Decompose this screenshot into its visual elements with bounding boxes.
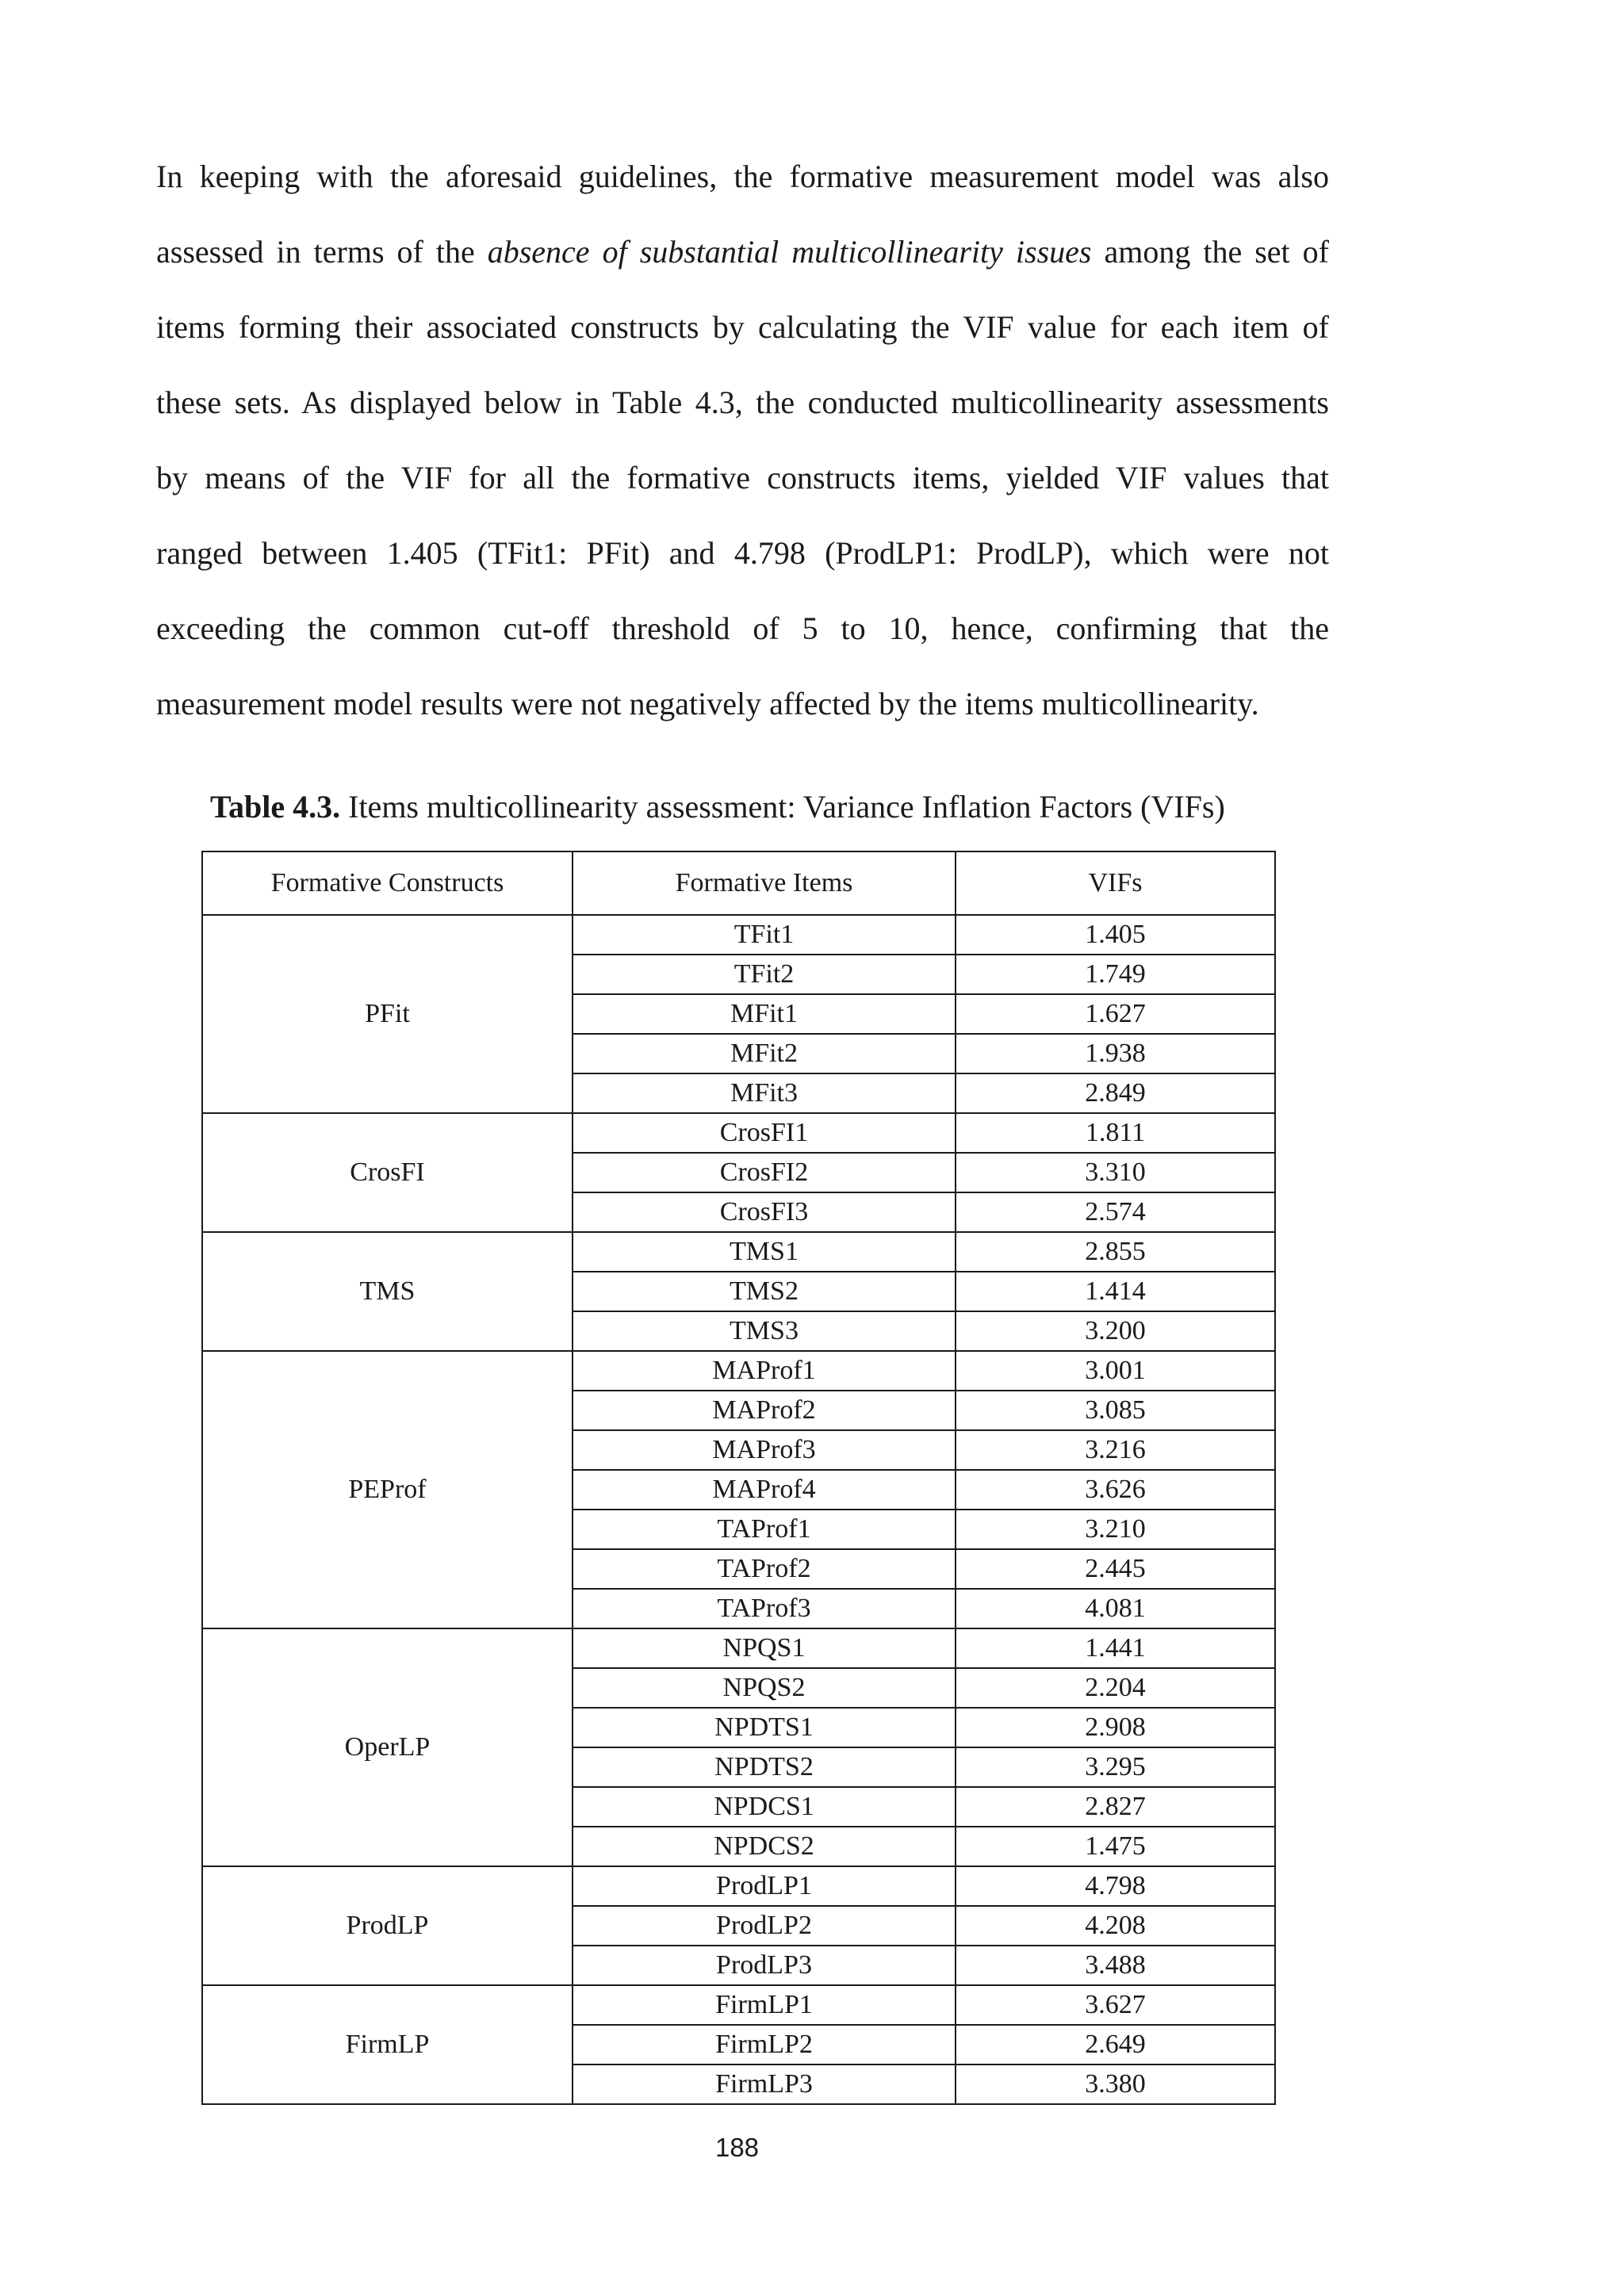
vif-cell: 1.627 — [956, 994, 1275, 1034]
item-cell: TMS2 — [573, 1272, 956, 1311]
item-cell: CrosFI3 — [573, 1192, 956, 1232]
paragraph-line: these sets. As displayed below in Table 4.3, the conducted multicollinearity assessments — [156, 385, 1329, 420]
item-cell: NPDTS2 — [573, 1747, 956, 1787]
vif-cell: 3.210 — [956, 1510, 1275, 1549]
table-row — [202, 1232, 1275, 1272]
vif-cell: 3.626 — [956, 1470, 1275, 1510]
item-cell: FirmLP2 — [573, 2025, 956, 2064]
table-caption-label: Table 4.3. — [210, 789, 341, 825]
item-cell: ProdLP3 — [573, 1946, 956, 1985]
item-cell: MFit2 — [573, 1034, 956, 1073]
item-cell: TFit2 — [573, 955, 956, 994]
vif-cell: 2.827 — [956, 1787, 1275, 1827]
paragraph-line: In keeping with the aforesaid guidelines, the formative measurement model was also — [156, 159, 1329, 194]
table-row — [202, 1628, 1275, 1668]
vif-cell: 1.475 — [956, 1827, 1275, 1866]
paragraph-line: by means of the VIF for all the formative constructs items, yielded VIF values that — [156, 460, 1329, 496]
vif-cell: 2.855 — [956, 1232, 1275, 1272]
vif-cell: 3.380 — [956, 2064, 1275, 2104]
table-row — [202, 1351, 1275, 1391]
construct-cell: CrosFI — [202, 1113, 573, 1232]
vif-cell: 4.208 — [956, 1906, 1275, 1946]
item-cell: TMS3 — [573, 1311, 956, 1351]
table-row — [202, 1985, 1275, 2025]
page-number: 188 — [714, 2133, 760, 2162]
vif-table — [201, 851, 1276, 2105]
vif-cell: 1.811 — [956, 1113, 1275, 1153]
item-cell: TMS1 — [573, 1232, 956, 1272]
item-cell: MAProf2 — [573, 1391, 956, 1430]
item-cell: NPQS1 — [573, 1628, 956, 1668]
vif-cell: 1.405 — [956, 915, 1275, 955]
item-cell: NPDTS1 — [573, 1708, 956, 1747]
paragraph-line: measurement model results were not negatively affected by the items multicollinearity. — [156, 686, 1259, 721]
vif-cell: 1.414 — [956, 1272, 1275, 1311]
construct-cell: OperLP — [202, 1628, 573, 1866]
construct-cell: PEProf — [202, 1351, 573, 1628]
item-cell: MAProf3 — [573, 1430, 956, 1470]
table-row — [202, 915, 1275, 955]
paragraph-line: ranged between 1.405 (TFit1: PFit) and 4.798 (ProdLP1: ProdLP), which were not — [156, 535, 1329, 571]
header-cell: Formative Constructs — [202, 851, 573, 915]
item-cell: ProdLP2 — [573, 1906, 956, 1946]
vif-cell: 3.310 — [956, 1153, 1275, 1192]
table-caption — [210, 785, 1225, 829]
item-cell: MAProf4 — [573, 1470, 956, 1510]
item-cell: MFit1 — [573, 994, 956, 1034]
vif-cell: 2.849 — [956, 1073, 1275, 1113]
item-cell: NPDCS2 — [573, 1827, 956, 1866]
construct-cell: PFit — [202, 915, 573, 1113]
paragraph-text: among the set of — [1091, 234, 1329, 270]
construct-cell: TMS — [202, 1232, 573, 1351]
vif-cell: 2.445 — [956, 1549, 1275, 1589]
paragraph-line — [156, 214, 1329, 289]
vif-cell: 4.081 — [956, 1589, 1275, 1628]
vif-cell: 3.627 — [956, 1985, 1275, 2025]
paragraph-text: assessed in terms of the — [156, 234, 488, 270]
item-cell: TAProf3 — [573, 1589, 956, 1628]
vif-cell: 3.295 — [956, 1747, 1275, 1787]
vif-cell: 2.649 — [956, 2025, 1275, 2064]
vif-cell: 2.574 — [956, 1192, 1275, 1232]
item-cell: CrosFI1 — [573, 1113, 956, 1153]
paragraph-line: exceeding the common cut-off threshold of 5 to 10, hence, confirming that the — [156, 610, 1329, 646]
table-body — [202, 915, 1275, 2104]
vif-cell: 3.001 — [956, 1351, 1275, 1391]
item-cell: NPQS2 — [573, 1668, 956, 1708]
item-cell: NPDCS1 — [573, 1787, 956, 1827]
header-cell: Formative Items — [573, 851, 956, 915]
table-row — [202, 1866, 1275, 1906]
body-paragraph — [156, 139, 1329, 741]
construct-cell: ProdLP — [202, 1866, 573, 1985]
table-row — [202, 1113, 1275, 1153]
vif-cell: 3.085 — [956, 1391, 1275, 1430]
item-cell: MAProf1 — [573, 1351, 956, 1391]
construct-cell: FirmLP — [202, 1985, 573, 2104]
vif-cell: 1.441 — [956, 1628, 1275, 1668]
item-cell: TAProf2 — [573, 1549, 956, 1589]
item-cell: FirmLP1 — [573, 1985, 956, 2025]
vif-cell: 3.488 — [956, 1946, 1275, 1985]
item-cell: TAProf1 — [573, 1510, 956, 1549]
vif-cell: 4.798 — [956, 1866, 1275, 1906]
table-caption-text: Items multicollinearity assessment: Variance Inflation Factors (VIFs) — [340, 789, 1225, 825]
header-cell: VIFs — [956, 851, 1275, 915]
paragraph-line: items forming their associated constructs by calculating the VIF value for each item of — [156, 309, 1329, 345]
item-cell: CrosFI2 — [573, 1153, 956, 1192]
item-cell: TFit1 — [573, 915, 956, 955]
item-cell: ProdLP1 — [573, 1866, 956, 1906]
item-cell: FirmLP3 — [573, 2064, 956, 2104]
vif-cell: 3.216 — [956, 1430, 1275, 1470]
item-cell: MFit3 — [573, 1073, 956, 1113]
vif-cell: 2.204 — [956, 1668, 1275, 1708]
emphasis-text: absence of substantial multicollinearity issues — [487, 234, 1092, 270]
vif-cell: 1.749 — [956, 955, 1275, 994]
vif-cell: 2.908 — [956, 1708, 1275, 1747]
vif-cell: 1.938 — [956, 1034, 1275, 1073]
table-header-row — [202, 851, 1275, 915]
vif-cell: 3.200 — [956, 1311, 1275, 1351]
